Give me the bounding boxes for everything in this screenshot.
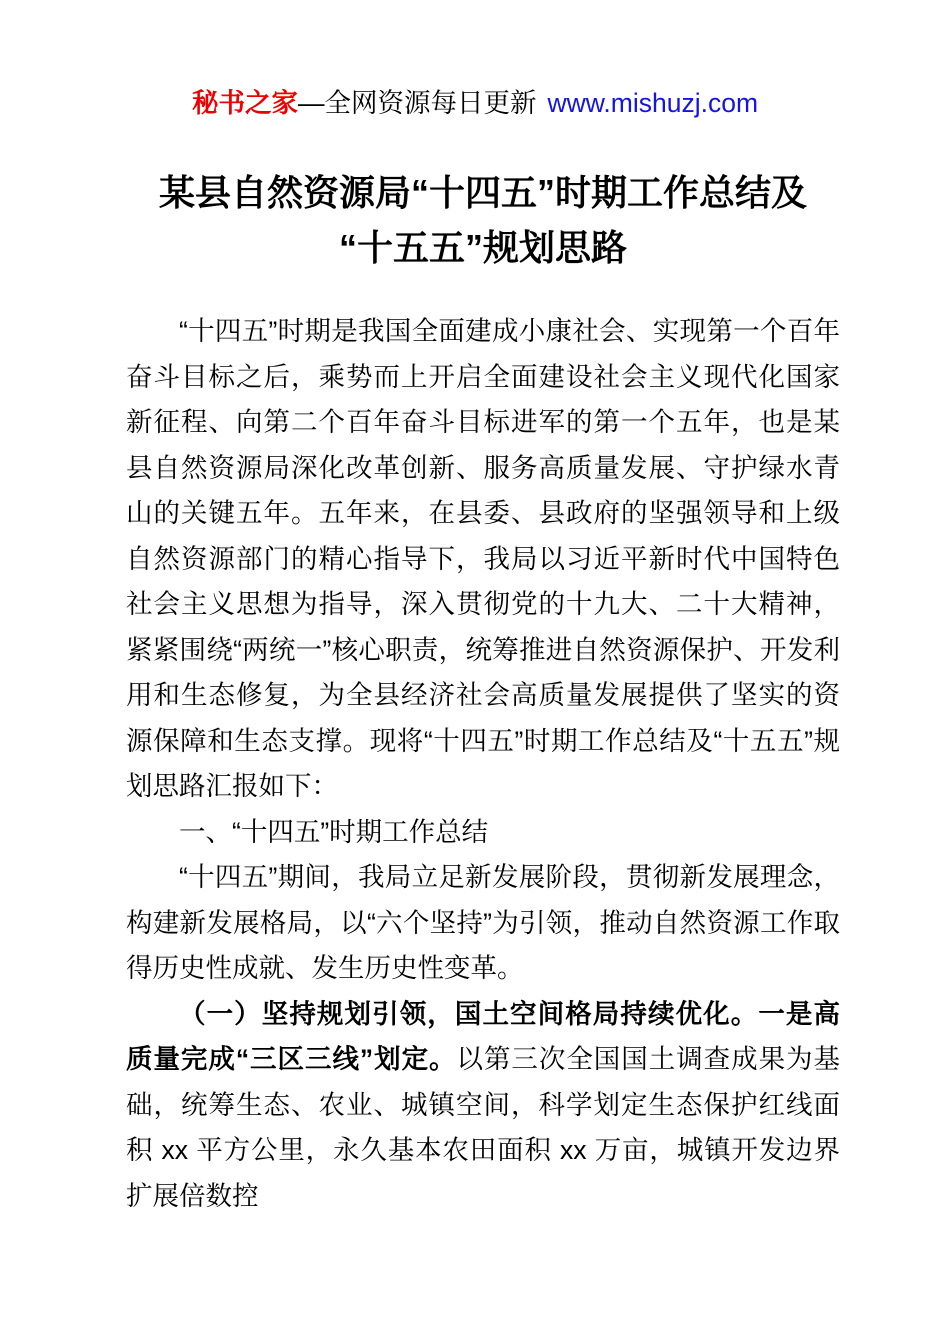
paragraph-intro (126, 309, 840, 810)
brand-name: 秘书之家 (191, 88, 298, 118)
site-header (0, 0, 950, 120)
text-run: 以第三次全国国土调查成果为基础，统筹生态、农业、城镇空间，科学划定生态保护红线面积 xx 平方公里，永久基本农田面积 xx 万亩，城镇开发边界扩展倍数控 (126, 1044, 840, 1211)
text-run: 一、“十四五”时期工作总结 (179, 816, 489, 847)
document-body (126, 309, 840, 1219)
site-url-link[interactable]: www.mishuzj.com (547, 88, 759, 118)
header-tagline: —全网资源每日更新 (297, 88, 537, 118)
document-title-line1: 某县自然资源局“十四五”时期工作总结及 (158, 172, 807, 213)
paragraph-overview (126, 855, 840, 992)
section-heading-1 (126, 810, 840, 856)
text-run-bold-lead: （一）坚持规划引领，国土空间格局持续优化。一是高质量完成“三区三线”划定。 (126, 998, 840, 1074)
document-title-line2: “十五五”规划思路 (338, 227, 627, 268)
document-title (126, 165, 840, 275)
text-run: “十四五”时期是我国全面建成小康社会、实现第一个百年奋斗目标之后，乘势而上开启全面建设社会主义现代化国家新征程、向第二个百年奋斗目标进军的第一个五年，也是某县自然资源局深化改革创新、服务高质量发展、守护绿水青山的关键五年。五年来，在县委、县政府的坚强领导和上级自然资源部门的精心指导下，我局以习近平新时代中国特色社会主义思想为指导，深入贯彻党的十九大、二十大精神，紧紧围绕“两统一”核心职责，统筹推进自然资源保护、开发利用和生态修复，为全县经济社会高质量发展提供了坚实的资源保障和生态支撑。现将“十四五”时期工作总结及“十五五”规划思路汇报如下： (126, 316, 840, 801)
paragraph-item-one (126, 992, 840, 1220)
text-run: “十四五”期间，我局立足新发展阶段，贯彻新发展理念，构建新发展格局，以“六个坚持”为引领，推动自然资源工作取得历史性成就、发生历史性变革。 (126, 862, 840, 983)
